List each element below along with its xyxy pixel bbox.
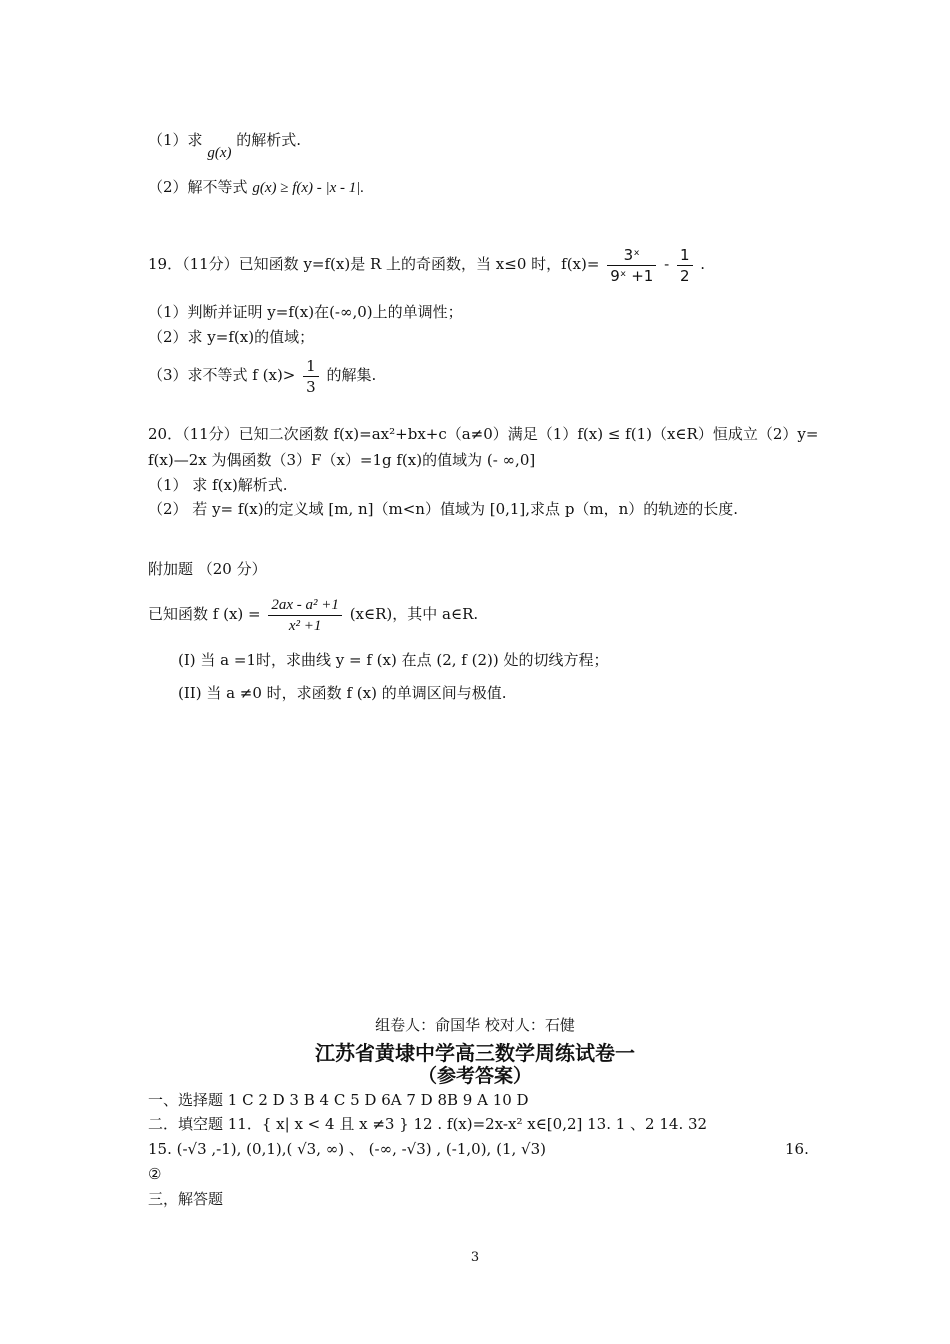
extra-frac-den: x² +1 <box>288 617 322 634</box>
q20-part2: （2） 若 y= f(x)的定义域 [m, n]（m<n）值域为 [0,1],求点 p（m，n）的轨迹的长度. <box>148 500 739 518</box>
answer-line4: ② <box>148 1165 162 1183</box>
extra-part2: (II) 当 a ≠0 时，求函数 f (x) 的单调区间与极值. <box>178 684 507 702</box>
q19-frac2-num: 1 <box>677 245 693 266</box>
answer-line1: 一、选择题 1 C 2 D 3 B 4 C 5 D 6A 7 D 8B 9 A 10 D <box>148 1091 529 1109</box>
q18-part2-label: （2）解不等式 <box>148 178 248 196</box>
q20-line1: 20．（11分）已知二次函数 f(x)=ax²+bx+c（a≠0）满足（1）f(x) ≤ f(1)（x∈R）恒成立（2）y= <box>148 425 819 443</box>
q19-part3-tail: 的解集. <box>326 366 377 384</box>
answer-subtitle: （参考答案） <box>417 1065 532 1087</box>
extra-function <box>148 592 478 636</box>
answer-line5: 三，解答题 <box>148 1190 224 1208</box>
q19-part3-head: （3）求不等式 f (x)> <box>148 366 296 384</box>
extra-fraction <box>268 595 342 636</box>
q19-part1: （1）判断并证明 y=f(x)在(-∞,0)上的单调性； <box>148 303 463 321</box>
answer-credits: 组卷人：俞国华 校对人：石健 <box>375 1016 575 1034</box>
q19-frac1-den: 9ˣ +1 <box>610 266 654 285</box>
extra-title: 附加题 （20 分） <box>148 560 267 578</box>
q19-frac1-num: 3ˣ <box>607 245 656 266</box>
q19-part3-den: 3 <box>306 377 316 396</box>
q20-part1: （1） 求 f(x)解析式. <box>148 476 288 494</box>
q19-minus: - <box>664 255 670 273</box>
q19-header <box>148 240 705 288</box>
q19-part2: （2）求 y=f(x)的值域； <box>148 328 315 346</box>
extra-fn-head: 已知函数 f (x) = <box>148 605 261 623</box>
q18-part1-tail: 的解析式. <box>236 131 302 149</box>
answer-line3-right: 16. <box>785 1140 809 1158</box>
q19-head: 19．（11分）已知函数 y=f(x)是 R 上的奇函数，当 x≤0 时，f(x)= <box>148 255 600 273</box>
q19-part3 <box>148 353 376 397</box>
q19-part3-fraction <box>303 356 319 397</box>
q18-part1 <box>148 130 302 161</box>
extra-part1: (I) 当 a =1时，求曲线 y = f (x) 在点 (2, f (2)) 处的切线方程； <box>178 651 609 669</box>
q18-part2 <box>148 177 364 198</box>
q19-tail: . <box>700 255 706 273</box>
q19-frac2-den: 2 <box>679 266 690 285</box>
extra-frac-num: 2ax - a² +1 <box>268 595 342 616</box>
answer-title: 江苏省黄埭中学高三数学周练试卷一 <box>315 1041 635 1065</box>
page-number: 3 <box>470 1250 480 1265</box>
answer-line3: 15. (-√3 ,-1), (0,1),( √3, ∞) 、 (-∞, -√3) , (-1,0), (1, √3) <box>148 1140 546 1158</box>
q19-fraction1 <box>607 245 656 286</box>
answer-line2: 二．填空题 11．{ x| x < 4 且 x ≠3 } 12 . f(x)=2x-x² x∈[0,2] 13. 1 、2 14. 32 <box>148 1115 708 1133</box>
q18-part2-expr: g(x) ≥ f(x) - |x - 1|. <box>252 180 365 196</box>
q20-line2: f(x)—2x 为偶函数（3）F（x）=1g f(x)的值域为 (- ∞,0] <box>148 451 536 469</box>
q19-part3-num: 1 <box>303 356 319 377</box>
extra-fn-tail: (x∈R)，其中 a∈R. <box>349 605 479 623</box>
q18-part1-label: （1）求 <box>148 131 203 149</box>
q19-fraction2 <box>677 245 693 286</box>
q18-part1-expr: g(x) <box>207 145 232 161</box>
